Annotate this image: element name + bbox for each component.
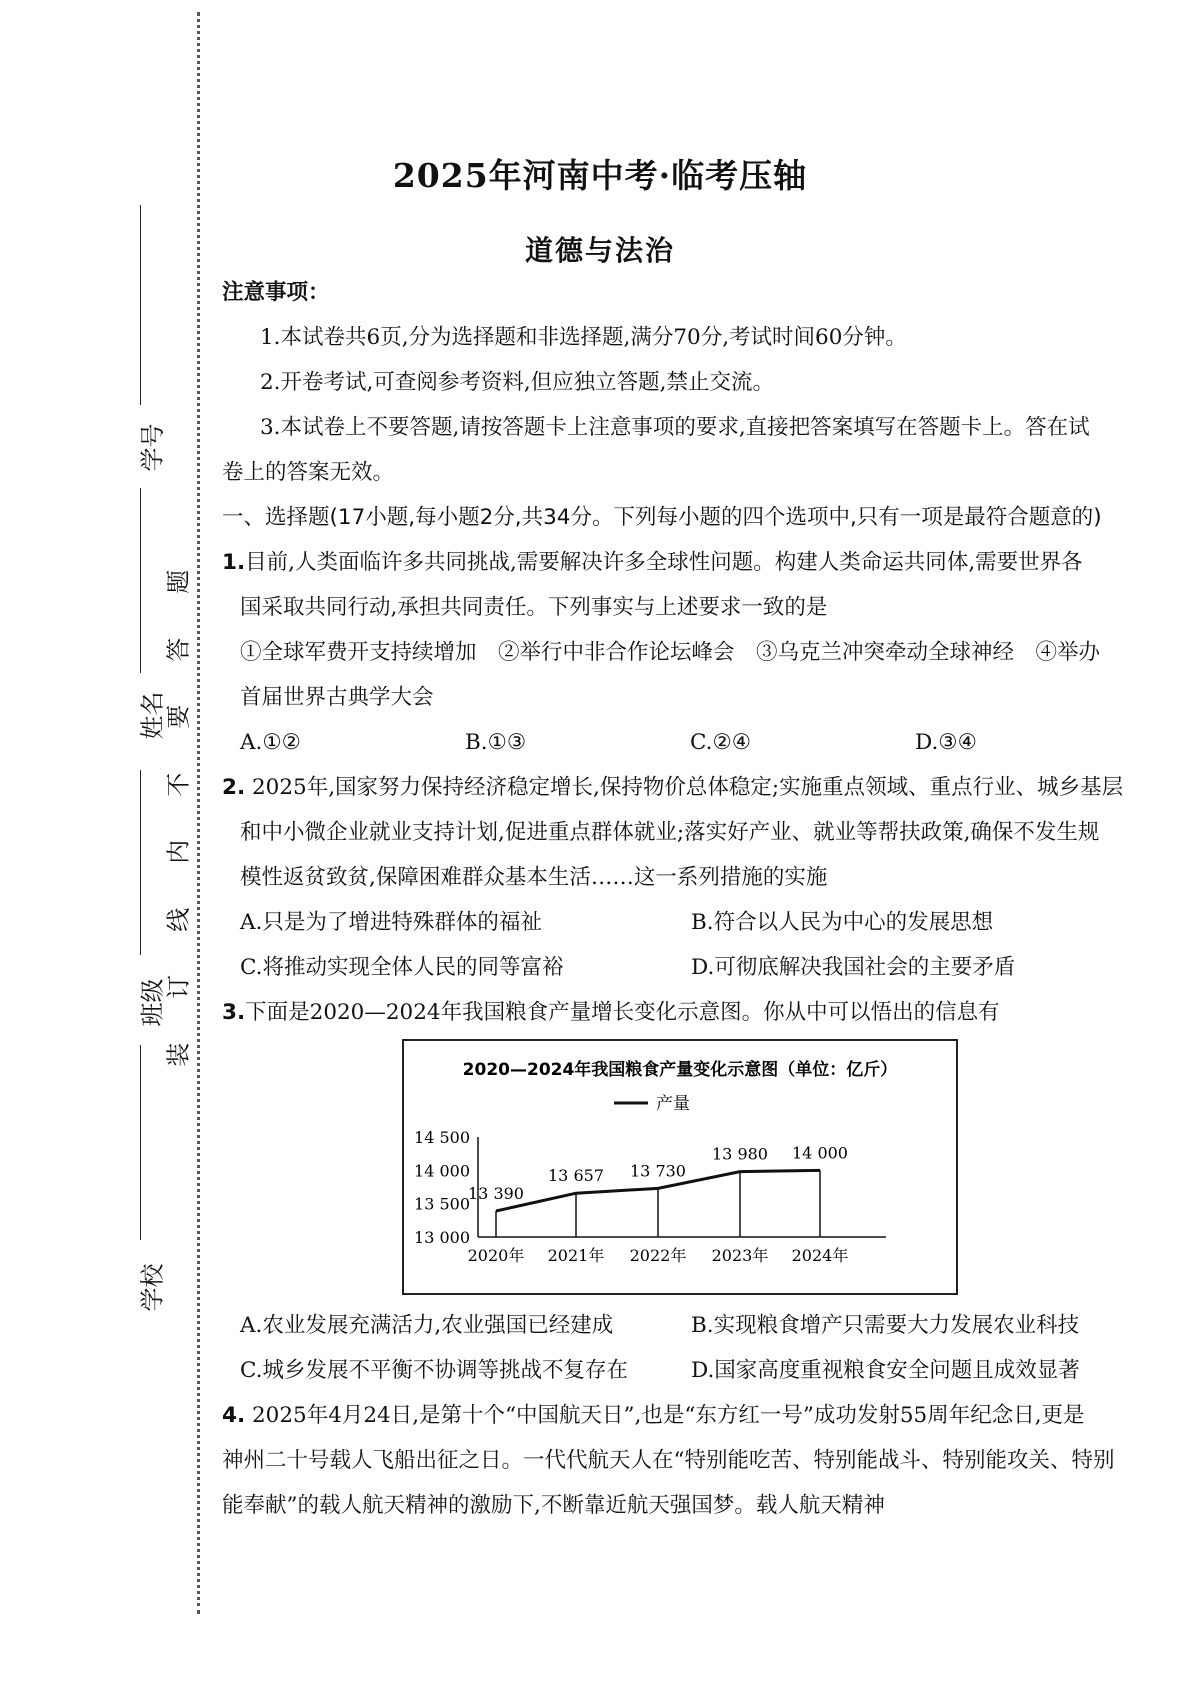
question-number: 3. <box>222 1000 246 1025</box>
note-item: 2.开卷考试,可查阅参考资料,但应独立答题,禁止交流。 <box>260 370 775 395</box>
question-number: 1. <box>222 550 246 575</box>
notes-heading: 注意事项： <box>222 280 330 305</box>
chart-svg <box>404 1041 956 1293</box>
school-label: 学校 <box>138 1263 167 1312</box>
note-item: 1.本试卷共6页,分为选择题和非选择题,满分70分,考试时间60分钟。 <box>260 325 907 350</box>
question-2-options-row-1 <box>222 900 1142 945</box>
x-tick-label: 2024年 <box>791 1246 849 1265</box>
question-text: 模性返贫致贫,保障困难群众基本生活……这一系列措施的实施 <box>240 865 828 890</box>
question-text: 和中小微企业就业支持计划,促进重点群体就业;落实好产业、就业等帮扶政策,确保不发生规 <box>240 820 1100 845</box>
binding-char: 答 <box>164 637 193 662</box>
question-text: 2025年4月24日,是第十个“中国航天日”,也是“东方红一号”成功发射55周年纪念日,更是 <box>245 1403 1085 1428</box>
question-number: 4. <box>222 1403 246 1428</box>
question-3-options-row-2 <box>222 1348 1142 1393</box>
data-label: 13 657 <box>548 1166 604 1186</box>
binding-notice <box>160 548 198 1088</box>
note-item: 3.本试卷上不要答题,请按答题卡上注意事项的要求,直接把答案填写在答题卡上。答在试 <box>260 415 1090 440</box>
question-1-options <box>222 720 1142 765</box>
data-label: 13 730 <box>630 1161 686 1181</box>
option-a[interactable]: A.农业发展充满活力,农业强国已经建成 <box>240 1313 614 1338</box>
exam-content <box>222 270 1142 1528</box>
option-d[interactable]: D.可彻底解决我国社会的主要矛盾 <box>691 955 1016 980</box>
y-tick-label: 14 500 <box>414 1128 470 1147</box>
binding-char: 内 <box>164 839 193 864</box>
x-tick-label: 2022年 <box>629 1246 687 1265</box>
x-tick-label: 2020年 <box>467 1246 525 1265</box>
question-text: 神州二十号载人飞船出征之日。一代代航天人在“特别能吃苦、特别能战斗、特别能攻关、特别 <box>222 1448 1115 1473</box>
y-tick-label: 13 000 <box>414 1228 470 1247</box>
option-a[interactable]: A.①② <box>240 730 301 755</box>
binding-char: 不 <box>164 772 193 797</box>
class-line <box>140 770 141 955</box>
data-label: 14 000 <box>792 1143 848 1163</box>
binding-char: 订 <box>164 974 193 999</box>
binding-char: 线 <box>164 907 193 932</box>
question-1 <box>222 540 1142 585</box>
option-c[interactable]: C.将推动实现全体人民的同等富裕 <box>240 955 564 980</box>
school-field[interactable] <box>138 1045 167 1325</box>
class-label: 班级 <box>138 978 167 1027</box>
y-tick-label: 13 500 <box>414 1194 470 1214</box>
question-text: 下面是2020—2024年我国粮食产量增长变化示意图。你从中可以悟出的信息有 <box>245 1000 1000 1025</box>
option-c[interactable]: C.城乡发展不平衡不协调等挑战不复存在 <box>240 1358 629 1383</box>
x-tick-label: 2021年 <box>547 1246 605 1265</box>
name-line <box>140 488 141 673</box>
question-text: 能奉献”的载人航天精神的激励下,不断靠近航天强国梦。载人航天精神 <box>222 1493 885 1518</box>
option-b[interactable]: B.实现粮食增产只需要大力发展农业科技 <box>691 1313 1080 1338</box>
question-4 <box>222 1393 1142 1438</box>
x-tick-label: 2023年 <box>711 1246 769 1265</box>
grain-output-chart <box>402 1039 958 1295</box>
question-text: ①全球军费开支持续增加 ②举行中非合作论坛峰会 ③乌克兰冲突牵动全球神经 ④举办 <box>240 640 1101 665</box>
chart-title: 2020—2024年我国粮食产量变化示意图（单位：亿斤） <box>462 1060 898 1080</box>
note-item: 卷上的答案无效。 <box>222 460 395 485</box>
option-b[interactable]: B.符合以人民为中心的发展思想 <box>691 910 994 935</box>
option-d[interactable]: D.国家高度重视粮食安全问题且成效显著 <box>691 1358 1080 1383</box>
question-2 <box>222 765 1142 810</box>
question-text: 2025年,国家努力保持经济稳定增长,保持物价总体稳定;实施重点领域、重点行业、城乡基层 <box>245 775 1124 800</box>
data-label: 13 980 <box>712 1144 768 1164</box>
question-number: 2. <box>222 775 246 800</box>
student-id-label: 学号 <box>138 423 167 472</box>
data-label: 13 390 <box>468 1184 524 1203</box>
question-text: 首届世界古典学大会 <box>240 685 434 710</box>
option-d[interactable]: D.③④ <box>915 730 977 755</box>
exam-title: 2025年河南中考·临考压轴 <box>392 156 808 195</box>
question-2-options-row-2 <box>222 945 1142 990</box>
binding-char: 装 <box>164 1042 193 1067</box>
y-tick-label: 14 000 <box>414 1161 470 1181</box>
question-text: 国采取共同行动,承担共同责任。下列事实与上述要求一致的是 <box>240 595 828 620</box>
option-a[interactable]: A.只是为了增进特殊群体的福祉 <box>240 910 542 935</box>
name-label: 姓名 <box>138 691 167 740</box>
subject-title: 道德与法治 <box>524 234 675 267</box>
binding-char: 要 <box>164 704 193 729</box>
question-text: 目前,人类面临许多共同挑战,需要解决许多全球性问题。构建人类命运共同体,需要世界各 <box>245 550 1083 575</box>
school-line <box>140 1045 141 1240</box>
legend-label: 产量 <box>656 1094 690 1114</box>
question-3 <box>222 990 1142 1035</box>
option-c[interactable]: C.②④ <box>690 730 752 755</box>
option-b[interactable]: B.①③ <box>465 730 527 755</box>
question-3-options-row-1 <box>222 1303 1142 1348</box>
binding-char: 题 <box>164 569 193 594</box>
section-heading: 一、选择题(17小题,每小题2分,共34分。下列每小题的四个选项中,只有一项是最符合题意的) <box>222 505 1102 530</box>
